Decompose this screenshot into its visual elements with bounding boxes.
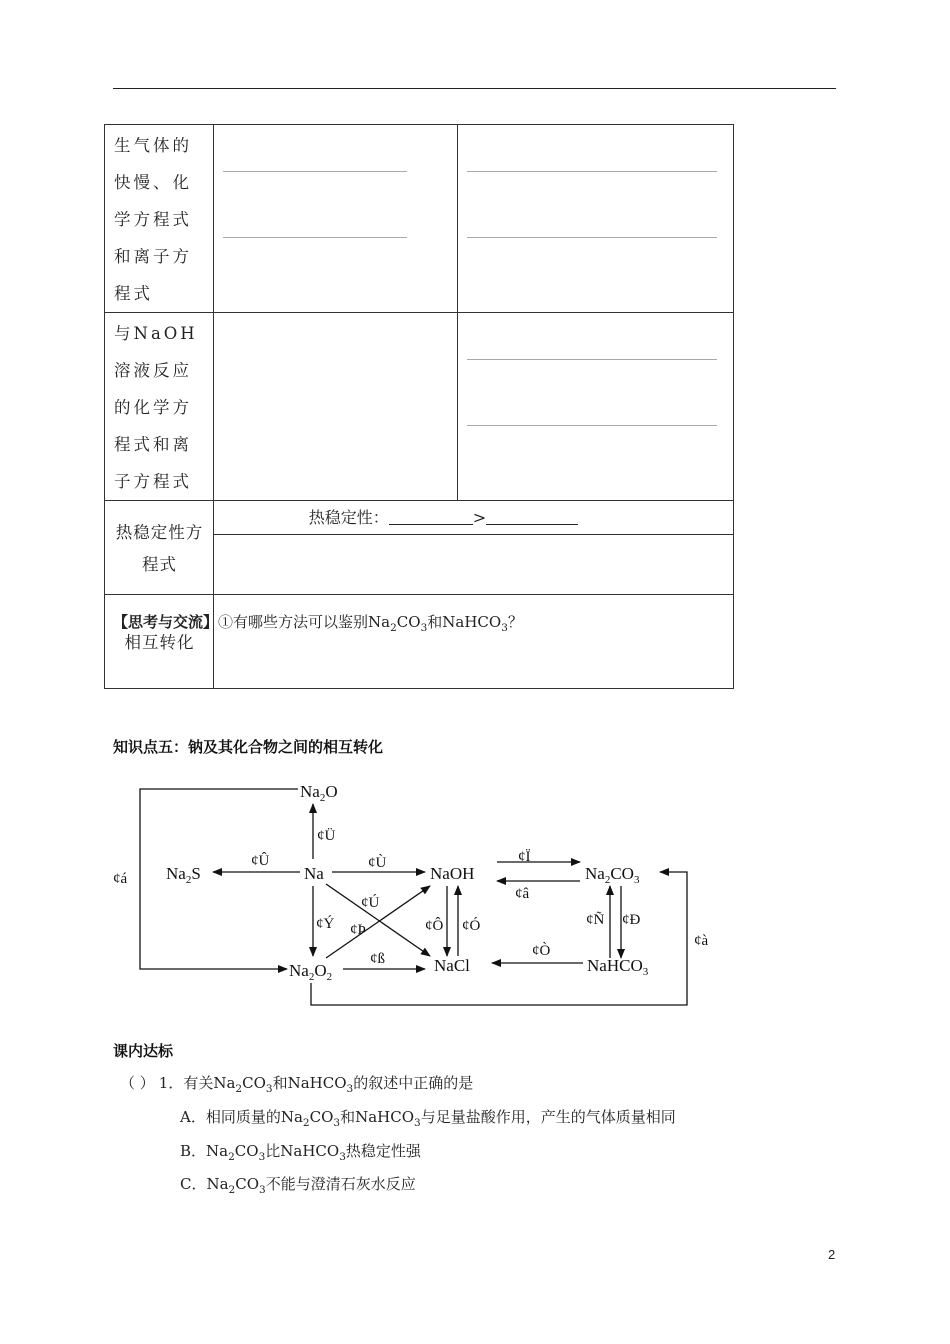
label-9: ¢Ð xyxy=(622,912,641,928)
label-15: ¢Ï xyxy=(518,849,531,865)
greater-than: > xyxy=(472,507,487,527)
answer-cell xyxy=(458,313,734,501)
formula-nahco3: NaHCO$_3$ xyxy=(442,613,508,634)
label-14: ¢à xyxy=(694,933,709,949)
node-na2o2: $Na_2O_2$ xyxy=(289,961,333,983)
answer-cell xyxy=(214,125,458,313)
answer-line xyxy=(467,171,717,172)
label-4: ¢Ü xyxy=(317,828,336,844)
node-na2o: $Na_2O$ xyxy=(300,782,338,804)
label-6: ¢Þ xyxy=(350,922,366,938)
conjunction: 和 xyxy=(427,613,443,631)
formula-na2co3: $Na_2CO_3$ xyxy=(368,613,428,634)
table-row xyxy=(105,313,734,501)
arrow-na2o2-to-na2co3 xyxy=(311,872,687,1005)
label-2: ¢Ú xyxy=(361,895,380,911)
table-row xyxy=(105,595,734,689)
question-stem: 1．有关$Na_2CO_3$和NaHCO$_3$的叙述中正确的是 xyxy=(158,1074,474,1095)
label-7: ¢Ó xyxy=(462,918,481,934)
option-a: A．相同质量的$Na_2CO_3$和NaHCO$_3$与足量盐酸作用，产生的气体质量相同 xyxy=(180,1108,676,1129)
knowledge-point-five-title: 知识点五：钠及其化合物之间的相互转化 xyxy=(113,738,384,756)
answer-line xyxy=(467,425,717,426)
node-na2s: $Na_2S$ xyxy=(166,864,201,886)
label-16: ¢â xyxy=(515,886,530,902)
node-nahco3: NaHCO$_3$ xyxy=(587,956,649,978)
row-label-naoh-reaction: 与NaOH溶液反应的化学方程式和离子方程式 xyxy=(105,313,214,501)
label-11: ¢Ò xyxy=(532,943,551,959)
answer-cell xyxy=(458,125,734,313)
answer-cell xyxy=(214,313,458,501)
answer-line xyxy=(467,359,717,360)
section-title: 课内达标 xyxy=(113,1042,174,1060)
blank-line xyxy=(486,508,578,525)
stability-compare xyxy=(214,501,734,535)
node-nacl: NaCl xyxy=(434,956,470,975)
label-5: ¢Ý xyxy=(316,916,335,932)
think-title: 【思考与交流】 xyxy=(113,613,219,631)
label-1: ¢Ù xyxy=(368,855,387,871)
row-label-gas-rate: 生气体的快慢、化学方程式和离子方程式 xyxy=(105,125,214,313)
label-3: ¢Û xyxy=(251,853,270,869)
row-label-interconversion: 相互转化 xyxy=(105,595,214,689)
label-13: ¢á xyxy=(113,871,128,887)
option-b: B．$Na_2CO_3$比NaHCO$_3$热稳定性强 xyxy=(180,1142,421,1163)
conversion-diagram xyxy=(0,760,950,1020)
node-naoh: NaOH xyxy=(430,864,475,883)
option-c: C．$Na_2CO_3$不能与澄清石灰水反应 xyxy=(180,1175,416,1196)
label-10: ¢Ñ xyxy=(586,912,605,928)
label-12: ¢ß xyxy=(370,951,385,967)
think-question: ①有哪些方法可以鉴别 xyxy=(218,613,369,631)
question-1 xyxy=(120,1072,473,1095)
row-label-thermal-stability: 热稳定性方程式 xyxy=(105,501,214,595)
think-and-discuss xyxy=(113,611,523,634)
label-8: ¢Ô xyxy=(425,918,444,934)
node-na: Na xyxy=(304,864,324,883)
comparison-table xyxy=(104,124,734,689)
arrow-na2o-to-na2o2 xyxy=(140,789,298,969)
page-number: 2 xyxy=(828,1247,836,1262)
answer-paren: （ ） xyxy=(120,1074,155,1092)
stability-label: 热稳定性： xyxy=(308,507,389,527)
answer-cell xyxy=(214,595,734,689)
node-na2co3: $Na_2CO_3$ xyxy=(585,864,640,886)
table-row xyxy=(105,501,734,535)
answer-line xyxy=(223,171,407,172)
answer-line xyxy=(223,237,407,238)
table-row xyxy=(105,125,734,313)
answer-line xyxy=(467,237,717,238)
question-mark: ？ xyxy=(507,613,523,631)
blank-line xyxy=(389,508,473,525)
header-rule xyxy=(113,88,836,89)
answer-cell xyxy=(214,535,734,595)
